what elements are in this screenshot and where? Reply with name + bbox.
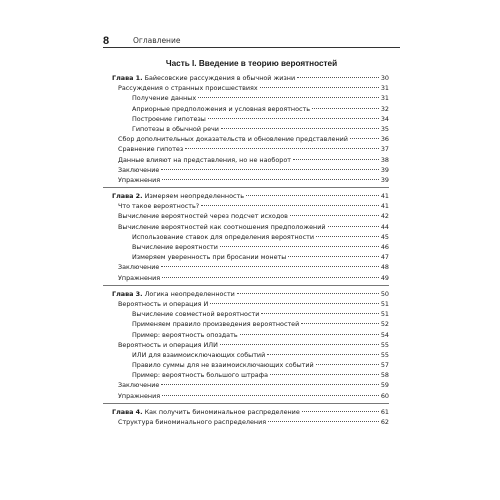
toc-entry[interactable] [112, 380, 389, 390]
toc-title-text: Структура биноминального распределения [118, 418, 267, 426]
toc-entry[interactable] [112, 262, 389, 272]
dot-leader [162, 179, 379, 180]
toc-entry[interactable] [112, 330, 389, 340]
dot-leader [201, 205, 379, 206]
toc-entry-title [132, 252, 286, 262]
dot-leader [161, 169, 379, 170]
toc-entry-title [118, 262, 159, 272]
dot-leader [301, 323, 379, 324]
dot-leader [293, 159, 379, 160]
toc-page-number: 30 [380, 74, 389, 82]
header-rule [103, 47, 400, 48]
toc-title-text: Априорные предположения и условная вероятность [132, 104, 311, 113]
toc-page-number: 34 [380, 114, 389, 123]
toc-title-text: Упражнения [118, 273, 161, 282]
dot-leader [220, 344, 379, 345]
dot-leader [260, 87, 379, 88]
toc-page-number: 62 [380, 418, 389, 426]
toc-page-number: 45 [380, 232, 389, 241]
toc-entry[interactable] [112, 309, 389, 319]
toc-title-text: Вычисление совместной вероятности [132, 310, 260, 319]
toc-title-text: Упражнения [118, 391, 161, 400]
toc-entry-title [118, 299, 208, 309]
toc-page-number: 35 [380, 124, 389, 133]
toc-entry-title [112, 73, 295, 83]
toc-entry-title [112, 289, 235, 299]
toc-title-text: Измеряем уверенность при бросании монеты [132, 253, 287, 262]
dot-leader [267, 354, 379, 355]
toc-title-text: Вероятность и операция ИЛИ [118, 340, 218, 349]
toc-entry-title [118, 222, 326, 232]
toc-title-text: Правило суммы для не взаимоисключающих событий [132, 361, 314, 370]
toc-title-text: Заключение [118, 165, 160, 174]
toc-page-number: 41 [380, 192, 389, 201]
dot-leader [161, 266, 379, 267]
toc-entry-title [132, 309, 259, 319]
toc-entry-title [132, 319, 299, 329]
toc-title-text: Гипотезы в обычной речи [132, 124, 219, 133]
dot-leader [316, 236, 379, 237]
toc-entry-title [118, 175, 160, 185]
toc-entry[interactable] [112, 340, 389, 350]
toc-title-text: Как получить биноминальное распределение [144, 407, 300, 416]
toc-page-number: 55 [380, 340, 389, 349]
chapter-number: Глава 4. [112, 407, 143, 416]
toc-title-text: Применяем правило произведения вероятностей [132, 320, 300, 329]
toc-entry[interactable] [112, 134, 389, 144]
toc-title-text: Упражнения [118, 175, 161, 184]
dot-leader [162, 277, 379, 278]
toc-chapter-entry[interactable] [112, 191, 389, 201]
dot-leader [161, 384, 379, 385]
toc-title-text: Вероятность и операция И [118, 299, 209, 308]
toc-entry[interactable] [112, 201, 389, 211]
toc-entry-title [118, 211, 288, 221]
toc-entry[interactable] [112, 144, 389, 154]
toc-entry-title [112, 407, 300, 417]
toc-page-number: 37 [380, 145, 389, 154]
toc-entry[interactable] [112, 124, 389, 134]
dot-leader [220, 246, 379, 247]
toc-entry-title [118, 391, 160, 401]
toc-chapter-entry[interactable] [112, 73, 389, 83]
dot-leader [288, 256, 379, 257]
dot-leader [261, 313, 379, 314]
toc-entry[interactable] [112, 252, 389, 262]
toc-entry[interactable] [112, 391, 389, 401]
toc-page-number: 36 [380, 135, 389, 144]
toc-entry-title [118, 201, 199, 211]
toc-entry[interactable] [112, 299, 389, 309]
part-title: Часть I. Введение в теорию вероятностей [165, 59, 338, 68]
dot-leader [185, 148, 379, 149]
chapter-divider [103, 187, 389, 188]
dot-leader [328, 226, 379, 227]
toc-page-number: 39 [380, 165, 389, 174]
toc-entry-title [132, 114, 206, 124]
toc-page-number: 59 [380, 381, 389, 390]
toc-title-text: Вычисление вероятностей как соотношения предположений [118, 222, 326, 231]
dot-leader [297, 77, 379, 78]
toc-entry[interactable] [112, 175, 389, 185]
toc-entry-title [118, 273, 160, 283]
toc-entry-title [118, 165, 159, 175]
toc-entry[interactable] [112, 222, 389, 232]
chapter-number: Глава 3. [112, 289, 143, 298]
toc-page-number: 52 [380, 320, 389, 329]
toc-title-text: Измеряем неопределенность [144, 192, 245, 201]
toc-page-number: 42 [380, 212, 389, 221]
toc-page-number: 44 [380, 222, 389, 231]
toc-entry[interactable] [112, 104, 389, 114]
toc-entry[interactable] [112, 370, 389, 380]
dot-leader [302, 411, 379, 412]
toc-page-number: 38 [380, 155, 389, 164]
toc-page-number: 60 [380, 391, 389, 400]
toc-page-number: 31 [380, 84, 389, 93]
toc-page-number: 49 [380, 273, 389, 282]
toc-title-text: Что такое вероятность? [118, 202, 200, 211]
toc-entry-title [118, 380, 159, 390]
toc-entry[interactable] [112, 360, 389, 370]
toc-title-text: Получение данных [132, 94, 197, 103]
dot-leader [270, 374, 379, 375]
dot-leader [316, 364, 379, 365]
chapter-number: Глава 1. [112, 74, 143, 82]
toc-entry[interactable] [112, 273, 389, 283]
toc-entry-title [118, 340, 218, 350]
toc-title-text: Заключение [118, 381, 160, 390]
toc-entry[interactable] [112, 211, 389, 221]
toc-entry[interactable] [112, 350, 389, 360]
toc-entry-title [118, 155, 291, 165]
toc-page-number: 50 [380, 289, 389, 298]
dot-leader [237, 293, 379, 294]
toc-entry-title [112, 191, 244, 201]
toc-entry[interactable] [112, 93, 389, 103]
toc-title-text: Сбор дополнительных доказательств и обновление представлений [118, 135, 348, 144]
toc-entry-title [118, 83, 258, 93]
chapter-divider [103, 285, 389, 286]
toc-entry-title [132, 350, 265, 360]
table-of-contents [112, 73, 389, 427]
toc-entry-title [132, 104, 310, 114]
toc-page-number: 55 [380, 350, 389, 359]
toc-entry[interactable] [112, 319, 389, 329]
toc-title-text: Использование ставок для определения вероятности [132, 232, 314, 241]
toc-entry-title [132, 93, 196, 103]
toc-chapter-entry[interactable] [112, 407, 389, 417]
dot-leader [268, 421, 379, 422]
toc-entry[interactable] [112, 232, 389, 242]
toc-page-number: 51 [380, 299, 389, 308]
toc-title-text: Вычисление вероятности [132, 243, 218, 251]
toc-page-number: 61 [380, 407, 389, 416]
toc-entry[interactable] [112, 155, 389, 165]
toc-page-number: 54 [380, 330, 389, 339]
toc-title-text: Заключение [118, 263, 160, 272]
toc-title-text: Пример: вероятность большого штрафа [132, 371, 269, 380]
toc-page-number: 48 [380, 263, 389, 272]
page-number: 8 [103, 35, 110, 47]
toc-page-number: 46 [380, 243, 389, 251]
toc-title-text: Данные влияют на представления, но не наоборот [118, 155, 291, 164]
toc-page-number: 51 [380, 310, 389, 319]
toc-title-text: Пример: вероятность опоздать [132, 330, 238, 339]
toc-title-text: Логика неопределенности [144, 289, 235, 298]
toc-page-number: 58 [380, 371, 389, 380]
dot-leader [312, 108, 379, 109]
dot-leader [198, 97, 379, 98]
toc-entry-title [132, 232, 314, 242]
dot-leader [240, 334, 379, 335]
toc-title-text: Сравнение гипотез [118, 145, 184, 154]
toc-page-number: 41 [380, 202, 389, 211]
toc-entry-title [132, 124, 219, 134]
dot-leader [162, 395, 379, 396]
toc-entry[interactable] [112, 83, 389, 93]
toc-entry-title [118, 417, 266, 427]
toc-page-number: 47 [380, 253, 389, 262]
toc-entry-title [118, 134, 348, 144]
dot-leader [290, 215, 379, 216]
dot-leader [208, 118, 379, 119]
toc-title-text: Вычисление вероятностей через подсчет исходов [118, 212, 288, 221]
toc-entry-title [132, 242, 218, 252]
dot-leader [350, 138, 379, 139]
toc-entry-title [118, 144, 183, 154]
running-head: Оглавление [133, 36, 181, 45]
toc-entry[interactable] [112, 242, 389, 252]
dot-leader [246, 195, 379, 196]
toc-entry[interactable] [112, 114, 389, 124]
toc-page-number: 32 [380, 104, 389, 113]
toc-title-text: ИЛИ для взаимоисключающих событий [132, 350, 266, 359]
toc-entry-title [132, 370, 268, 380]
toc-chapter-entry[interactable] [112, 289, 389, 299]
toc-entry[interactable] [112, 165, 389, 175]
chapter-number: Глава 2. [112, 192, 143, 201]
toc-entry-title [132, 330, 238, 340]
toc-page-number: 57 [380, 361, 389, 370]
toc-title-text: Построение гипотезы [132, 114, 206, 123]
chapter-divider [103, 403, 389, 404]
toc-title-text: Рассуждения о странных происшествиях [118, 84, 258, 93]
toc-title-text: Байесовские рассуждения в обычной жизни [144, 74, 296, 82]
toc-page-number: 31 [380, 94, 389, 103]
toc-entry-title [132, 360, 314, 370]
toc-entry[interactable] [112, 417, 389, 427]
toc-page-number: 39 [380, 175, 389, 184]
dot-leader [210, 303, 379, 304]
dot-leader [221, 128, 379, 129]
